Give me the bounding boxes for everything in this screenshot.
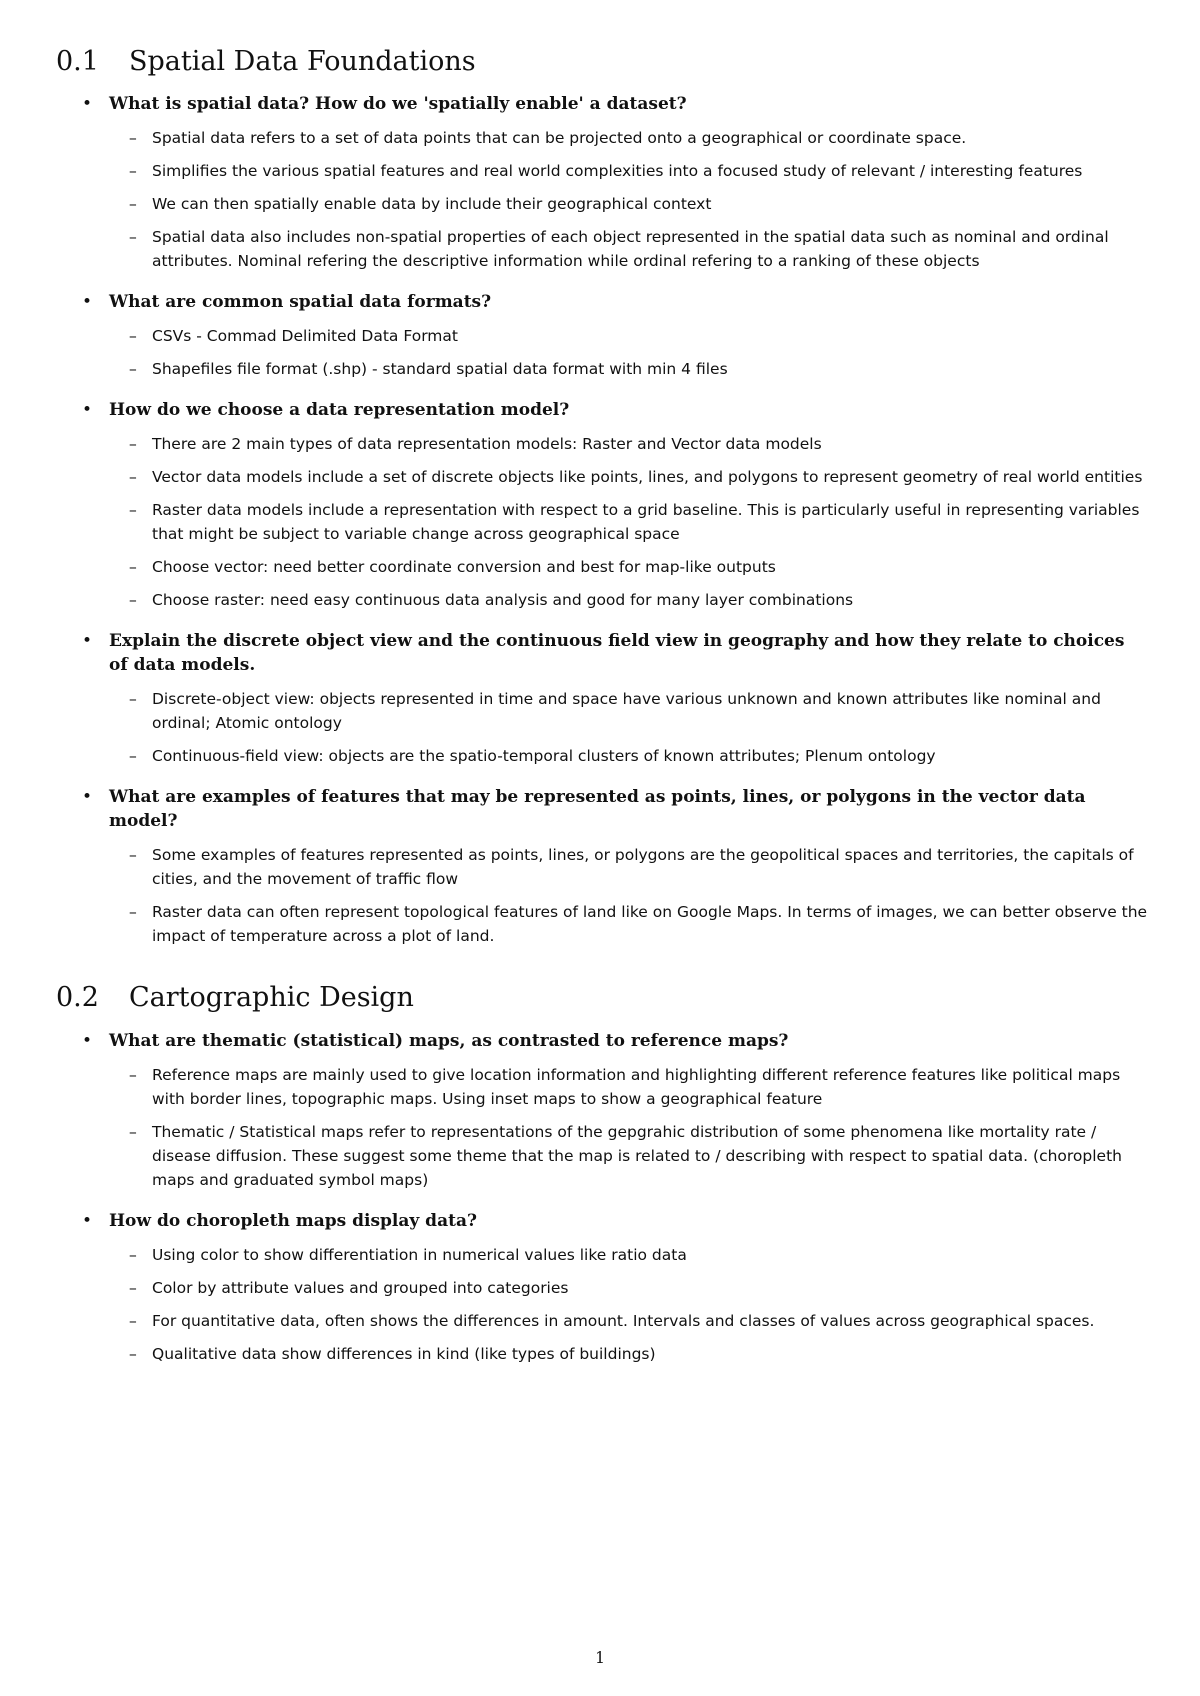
dash-icon: – [129,1245,137,1264]
bullet-icon: • [82,94,93,115]
answer-item [109,555,1148,579]
bullet-icon: • [82,631,93,652]
answer-item [109,432,1148,456]
document-body [56,46,1148,1400]
bullet-icon: • [82,400,93,421]
dash-icon: – [129,501,137,520]
question-item [56,785,1148,948]
question-list [56,1029,1148,1366]
dash-icon: – [129,1344,137,1363]
answer-text: Choose raster: need easy continuous data analysis and good for many layer combinations [152,591,854,610]
answer-list [109,687,1148,768]
section-number: 0.2 [56,982,99,1014]
question-text: Explain the discrete object view and the continuous field view in geography and how they relate to choices of data models. [109,631,1125,676]
answer-text: Raster data models include a representation with respect to a grid baseline. This is particularly useful in representing variables that might be subject to variable change across geographical space [152,501,1140,544]
bullet-icon: • [82,1030,93,1051]
answer-item [109,1120,1148,1192]
answer-list [109,432,1148,612]
answer-text: Some examples of features represented as points, lines, or polygons are the geopolitical spaces and territories, the capitals of cities, and the movement of traffic flow [152,846,1134,889]
answer-item [109,1063,1148,1111]
dash-icon: – [129,468,137,487]
question-text: How do we choose a data representation model? [109,400,570,421]
dash-icon: – [129,1065,137,1084]
question-item [56,1209,1148,1366]
answer-item [109,1276,1148,1300]
section [56,46,1148,948]
section-heading [56,982,1148,1014]
answer-text: Spatial data refers to a set of data points that can be projected onto a geographical or coordinate space. [152,129,967,148]
answer-item [109,900,1148,948]
answer-item [109,159,1148,183]
dash-icon: – [129,747,137,766]
question-item [56,92,1148,273]
dash-icon: – [129,1122,137,1141]
answer-item [109,498,1148,546]
answer-text: Shapefiles file format (.shp) - standard spatial data format with min 4 files [152,360,728,379]
question-item [56,629,1148,768]
dash-icon: – [129,228,137,247]
answer-item [109,126,1148,150]
answer-item [109,225,1148,273]
answer-list [109,1243,1148,1366]
question-text: How do choropleth maps display data? [109,1210,477,1231]
answer-text: Thematic / Statistical maps refer to representations of the gepgrahic distribution of some phenomena like mortality rate / disease diffusion. These suggest some theme that the map is related to / describing with respect to spatial data. (choropleth maps and graduated symbol maps) [152,1122,1122,1189]
section-title: Spatial Data Foundations [129,46,476,77]
question-item [56,398,1148,612]
answer-item [109,465,1148,489]
question-text: What are examples of features that may be represented as points, lines, or polygons in the vector data model? [109,787,1086,832]
dash-icon: – [129,360,137,379]
question-item [56,1029,1148,1192]
dash-icon: – [129,558,137,577]
answer-list [109,843,1148,948]
dash-icon: – [129,846,137,865]
bullet-icon: • [82,787,93,808]
answer-item [109,192,1148,216]
answer-text: Qualitative data show differences in kind (like types of buildings) [152,1344,656,1363]
answer-text: We can then spatially enable data by include their geographical context [152,195,712,214]
answer-list [109,126,1148,273]
answer-text: For quantitative data, often shows the differences in amount. Intervals and classes of values across geographical spaces. [152,1311,1095,1330]
question-text: What are thematic (statistical) maps, as contrasted to reference maps? [109,1030,789,1051]
answer-item [109,588,1148,612]
section-number: 0.1 [56,46,99,77]
answer-text: CSVs - Commad Delimited Data Format [152,327,458,346]
answer-item [109,357,1148,381]
question-list [56,92,1148,948]
answer-text: Reference maps are mainly used to give location information and highlighting different reference features like political maps with border lines, topographic maps. Using inset maps to show a geographical feature [152,1065,1121,1108]
dash-icon: – [129,435,137,454]
dash-icon: – [129,690,137,709]
answer-text: Raster data can often represent topological features of land like on Google Maps. In terms of images, we can better observe the impact of temperature across a plot of land. [152,903,1148,946]
dash-icon: – [129,327,137,346]
answer-list [109,1063,1148,1192]
dash-icon: – [129,1278,137,1297]
section-title: Cartographic Design [129,982,414,1014]
dash-icon: – [129,162,137,181]
question-text: What are common spatial data formats? [109,292,492,313]
answer-text: Vector data models include a set of discrete objects like points, lines, and polygons to represent geometry of real world entities [152,468,1143,487]
answer-text: Discrete-object view: objects represented in time and space have various unknown and known attributes like nominal and ordinal; Atomic ontology [152,690,1101,733]
answer-item [109,324,1148,348]
answer-item [109,843,1148,891]
section-heading [56,46,1148,78]
bullet-icon: • [82,292,93,313]
question-text: What is spatial data? How do we 'spatially enable' a dataset? [109,94,687,115]
answer-text: Continuous-field view: objects are the spatio-temporal clusters of known attributes; Plenum ontology [152,747,936,766]
answer-text: There are 2 main types of data representation models: Raster and Vector data models [152,435,822,454]
question-item [56,290,1148,381]
page-number: 1 [595,1649,605,1667]
answer-item [109,1342,1148,1366]
answer-text: Using color to show differentiation in numerical values like ratio data [152,1245,687,1264]
answer-item [109,1243,1148,1267]
answer-text: Spatial data also includes non-spatial properties of each object represented in the spatial data such as nominal and ordinal attributes. Nominal refering the descriptive information while ordinal refering to a ranking of these objects [152,228,1109,271]
section [56,982,1148,1365]
dash-icon: – [129,591,137,610]
dash-icon: – [129,195,137,214]
dash-icon: – [129,129,137,148]
answer-text: Choose vector: need better coordinate conversion and best for map-like outputs [152,558,776,577]
answer-item [109,1309,1148,1333]
answer-text: Color by attribute values and grouped into categories [152,1278,569,1297]
dash-icon: – [129,903,137,922]
answer-list [109,324,1148,381]
answer-item [109,744,1148,768]
dash-icon: – [129,1311,137,1330]
bullet-icon: • [82,1210,93,1231]
answer-text: Simplifies the various spatial features and real world complexities into a focused study of relevant / interesting features [152,162,1083,181]
answer-item [109,687,1148,735]
